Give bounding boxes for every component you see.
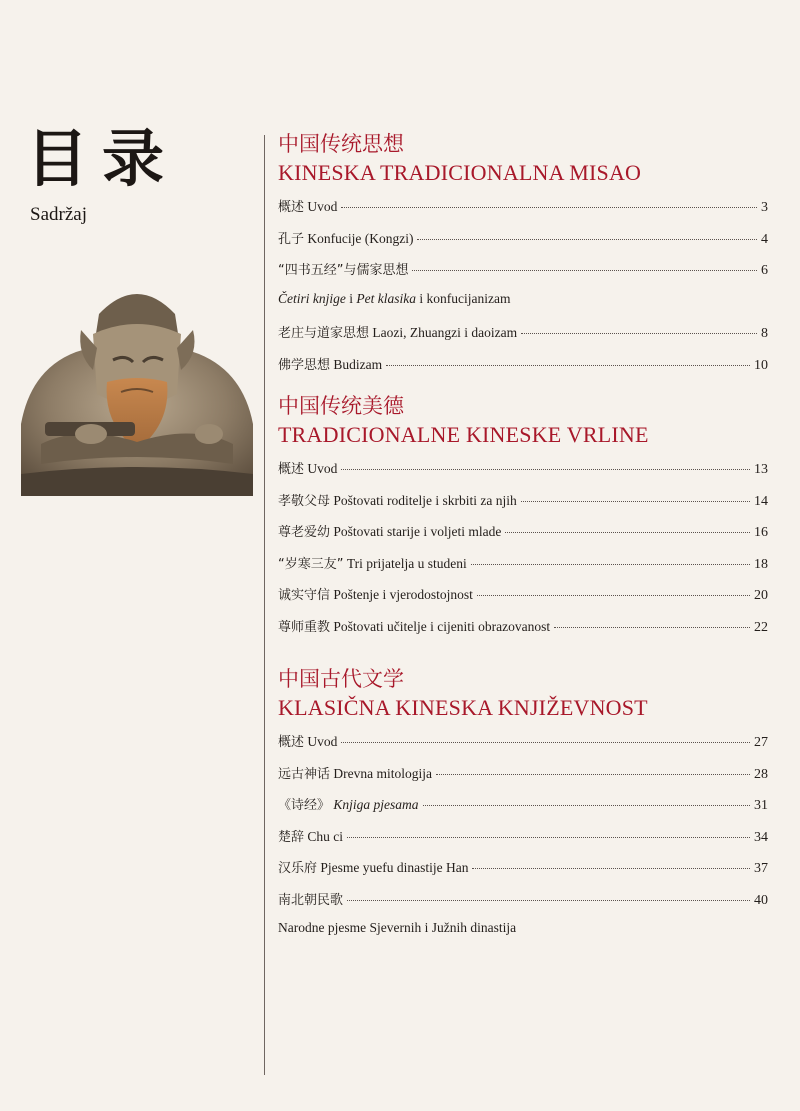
entry-cn: “四书五经”与儒家思想 xyxy=(278,263,409,278)
toc-entry[interactable] xyxy=(278,354,768,386)
toc-entry[interactable] xyxy=(278,490,768,522)
leader-dots xyxy=(412,270,757,271)
leader-dots xyxy=(477,595,750,596)
leader-dots xyxy=(472,868,750,869)
entry-cn: 佛学思想 xyxy=(278,357,331,373)
entry-text: Poštenje i vjerodostojnost xyxy=(333,587,473,602)
entry-page: 13 xyxy=(754,462,768,477)
entry-italic: Četiri knjige xyxy=(278,290,346,306)
toc-entry[interactable] xyxy=(278,826,768,858)
leader-dots xyxy=(347,900,750,901)
entry-text: Tri prijatelja u studeni xyxy=(346,555,467,571)
leader-dots xyxy=(505,532,750,533)
section-title-cn: 中国古代文学 xyxy=(278,667,404,691)
entry-text: Poštovati učitelje i cijeniti obrazovanost xyxy=(333,618,551,634)
leader-dots xyxy=(341,469,750,470)
page-subtitle: Sadržaj xyxy=(30,204,87,225)
entry-page: 16 xyxy=(754,525,768,540)
entry-page: 10 xyxy=(754,357,768,373)
entry-page: 6 xyxy=(761,263,768,278)
entry-cn: 远古神话 xyxy=(278,766,331,782)
entry-page: 14 xyxy=(754,493,768,509)
entry-page: 18 xyxy=(754,556,768,572)
leader-dots xyxy=(521,501,750,502)
section-title-cn: 中国传统美德 xyxy=(278,394,404,418)
toc-entry[interactable] xyxy=(278,763,768,795)
toc-entry[interactable] xyxy=(278,458,768,490)
entry-cn: 诚实守信 xyxy=(278,588,331,603)
entry-text: Uvod xyxy=(307,461,338,476)
toc-entry[interactable] xyxy=(278,857,768,889)
entry-cn: 孝敬父母 xyxy=(278,493,331,509)
column-divider xyxy=(264,135,265,1075)
entry-page: 31 xyxy=(754,798,768,813)
leader-dots xyxy=(521,333,757,334)
entry-cn: 汉乐府 xyxy=(278,861,318,876)
section-title-hr: KLASIČNA KINESKA KNJIŽEVNOST xyxy=(278,695,648,720)
entry-cn: 老庄与道家思想 xyxy=(278,326,370,341)
entry-page: 27 xyxy=(754,735,768,750)
leader-dots xyxy=(423,805,750,806)
entry-text: Budizam xyxy=(333,356,383,372)
entry-page: 4 xyxy=(761,231,768,247)
table-of-contents xyxy=(278,130,768,952)
toc-entry[interactable] xyxy=(278,521,768,553)
leader-dots xyxy=(436,774,750,775)
entry-text: Knjiga pjesama xyxy=(333,797,419,812)
entry-text: Drevna mitologija xyxy=(333,765,432,781)
toc-entry-continuation xyxy=(278,291,768,323)
entry-text: Narodne pjesme Sjevernih i Južnih dinastija xyxy=(278,920,517,935)
entry-page: 20 xyxy=(754,588,768,603)
toc-entry[interactable] xyxy=(278,616,768,648)
toc-entry[interactable] xyxy=(278,794,768,826)
toc-entry[interactable] xyxy=(278,584,768,616)
entry-page: 28 xyxy=(754,766,768,782)
section-title-cn: 中国传统思想 xyxy=(278,132,404,156)
toc-entry[interactable] xyxy=(278,553,768,585)
leader-dots xyxy=(386,365,750,366)
entry-cn: 概述 xyxy=(278,735,305,750)
toc-entry[interactable] xyxy=(278,228,768,260)
entry-cn: 尊老爱幼 xyxy=(278,525,331,540)
entry-cn: 概述 xyxy=(278,462,305,477)
entry-cn: “岁寒三友” xyxy=(278,556,344,572)
entry-page: 3 xyxy=(761,200,768,215)
entry-text: i xyxy=(345,290,357,306)
entry-cn: 尊师重教 xyxy=(278,619,331,635)
page-title: 目录 xyxy=(26,122,179,195)
toc-entry-continuation xyxy=(278,920,768,952)
toc-entry[interactable] xyxy=(278,889,768,921)
entry-cn: 南北朝民歌 xyxy=(278,892,344,908)
leader-dots xyxy=(417,239,757,240)
laozi-statue-photo-icon xyxy=(21,274,253,496)
leader-dots xyxy=(341,207,757,208)
leader-dots xyxy=(471,564,750,565)
entry-page: 37 xyxy=(754,861,768,876)
entry-text: Uvod xyxy=(307,734,338,749)
entry-page: 40 xyxy=(754,892,768,908)
entry-text: Laozi, Zhuangzi i daoizam xyxy=(372,325,518,340)
toc-section-tradicionalna-misao xyxy=(278,130,768,385)
entry-page: 22 xyxy=(754,619,768,635)
entry-cn: 概述 xyxy=(278,200,305,215)
entry-italic: Pet klasika xyxy=(356,290,416,306)
toc-entry[interactable] xyxy=(278,322,768,354)
leader-dots xyxy=(341,742,750,743)
toc-section-kineske-vrline xyxy=(278,392,768,647)
entry-text: i konfucijanizam xyxy=(416,290,511,306)
entry-cn: 孔子 xyxy=(278,231,305,247)
entry-text: Poštovati starije i voljeti mlade xyxy=(333,524,502,539)
entry-text: Konfucije (Kongzi) xyxy=(307,230,414,246)
entry-cn: 楚辞 xyxy=(278,829,305,845)
entry-page: 8 xyxy=(761,326,768,341)
leader-dots xyxy=(347,837,750,838)
entry-text: Chu ci xyxy=(307,828,344,844)
toc-entry[interactable] xyxy=(278,731,768,763)
toc-entry[interactable] xyxy=(278,196,768,228)
leader-dots xyxy=(554,627,750,628)
section-title-hr: KINESKA TRADICIONALNA MISAO xyxy=(278,160,642,185)
entry-page: 34 xyxy=(754,829,768,845)
toc-section-kineska-knjizevnost xyxy=(278,665,768,952)
entry-text: Uvod xyxy=(307,199,338,214)
entry-cn: 《诗经》 xyxy=(278,798,331,813)
section-title-hr: TRADICIONALNE KINESKE VRLINE xyxy=(278,422,649,447)
entry-text: Poštovati roditelje i skrbiti za njih xyxy=(333,492,517,508)
entry-text: Pjesme yuefu dinastije Han xyxy=(320,860,469,875)
toc-entry[interactable] xyxy=(278,259,768,291)
